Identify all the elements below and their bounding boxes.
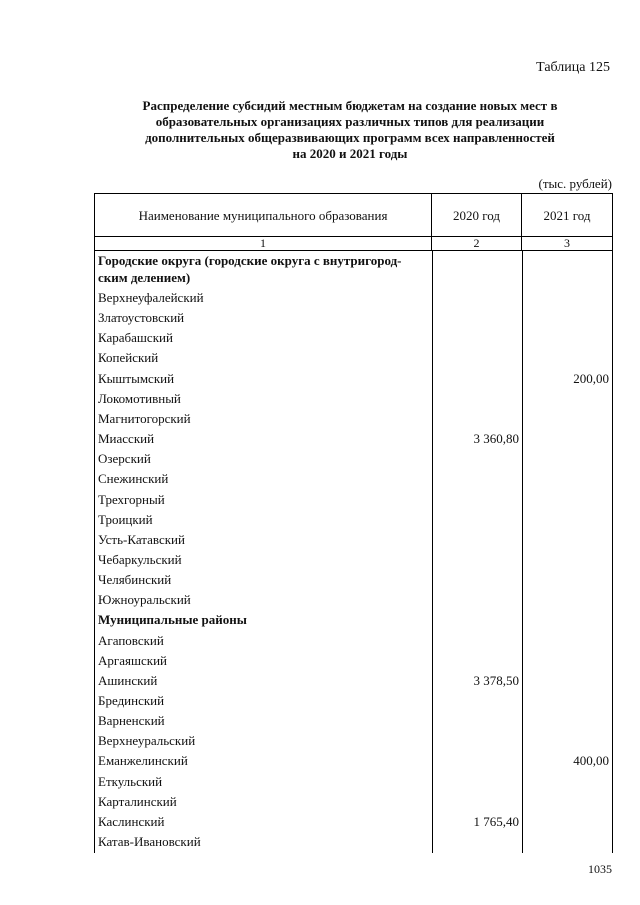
- subsidy-table: [94, 193, 613, 853]
- municipality-name: Снежинский: [98, 471, 169, 487]
- municipality-name: Ашинский: [98, 672, 158, 688]
- group-heading-city-districts: [98, 252, 401, 286]
- municipality-name: Верхнеуральский: [98, 733, 196, 749]
- municipality-name: Верхнеуфалейский: [98, 290, 204, 305]
- municipality-name: Копейский: [98, 350, 159, 366]
- municipality-name: Еманжелинский: [98, 753, 188, 769]
- municipality-name: Трехгорный: [98, 491, 165, 507]
- municipality-name: Чебаркульский: [98, 551, 182, 567]
- municipality-name: Южноуральский: [98, 592, 191, 608]
- column-divider: [612, 251, 613, 853]
- group-heading-line: ским делением): [98, 270, 191, 285]
- municipality-name: Магнитогорский: [98, 410, 191, 426]
- municipality-name: Катав-Ивановский: [98, 834, 201, 850]
- title-line: на 2020 и 2021 годы: [292, 146, 408, 161]
- column-number-3: 3: [564, 236, 570, 250]
- header-2021: 2021 год: [543, 207, 591, 223]
- municipality-name: Миасский: [98, 431, 155, 447]
- header-municipality: Наименование муниципального образования: [95, 194, 432, 237]
- table-number-label: Таблица 125: [536, 60, 610, 75]
- municipality-name: Троицкий: [98, 511, 153, 527]
- municipality-name: Каслинский: [98, 813, 165, 829]
- title-line: дополнительных общеразвивающих программ всех направленностей: [145, 130, 555, 145]
- value-2021: 400,00: [573, 753, 609, 769]
- table-header-row: [95, 193, 613, 237]
- municipality-name: Брединский: [98, 693, 165, 708]
- page-number: 1035: [588, 862, 612, 876]
- unit-label: (тыс. рублей): [538, 176, 612, 191]
- column-number-1: 1: [95, 237, 432, 250]
- municipality-name: Карталинский: [98, 793, 177, 809]
- value-2020: 1 765,40: [473, 813, 519, 829]
- value-2020: 3 378,50: [473, 672, 519, 688]
- column-divider: [432, 251, 433, 853]
- municipality-name: Аргаяшский: [98, 652, 167, 668]
- value-2021: 200,00: [573, 370, 609, 386]
- municipality-name: Кыштымский: [98, 370, 175, 386]
- municipality-name: Златоустовский: [98, 310, 185, 326]
- municipality-name: Локомотивный: [98, 390, 181, 406]
- municipality-name: Челябинский: [98, 572, 172, 588]
- group-heading-line: Городские округа (городские округа с внутригород-: [98, 253, 402, 268]
- municipality-name: Озерский: [98, 451, 151, 467]
- municipality-name: Усть-Катавский: [98, 531, 185, 547]
- municipality-name: Агаповский: [98, 632, 164, 648]
- title-line: Распределение субсидий местным бюджетам на создание новых мест в: [142, 98, 558, 113]
- document-title: [100, 98, 600, 162]
- municipality-name: Еткульский: [98, 773, 163, 789]
- municipality-name: Карабашский: [98, 330, 173, 346]
- header-2020: 2020 год: [432, 194, 522, 237]
- title-line: образовательных организациях различных типов для реализации: [155, 114, 545, 129]
- municipality-name: Варненский: [98, 713, 165, 729]
- column-number-row: [95, 237, 613, 251]
- group-heading-municipal-districts: Муниципальные районы: [98, 612, 247, 628]
- column-number-2: 2: [432, 237, 522, 250]
- value-2020: 3 360,80: [473, 431, 519, 447]
